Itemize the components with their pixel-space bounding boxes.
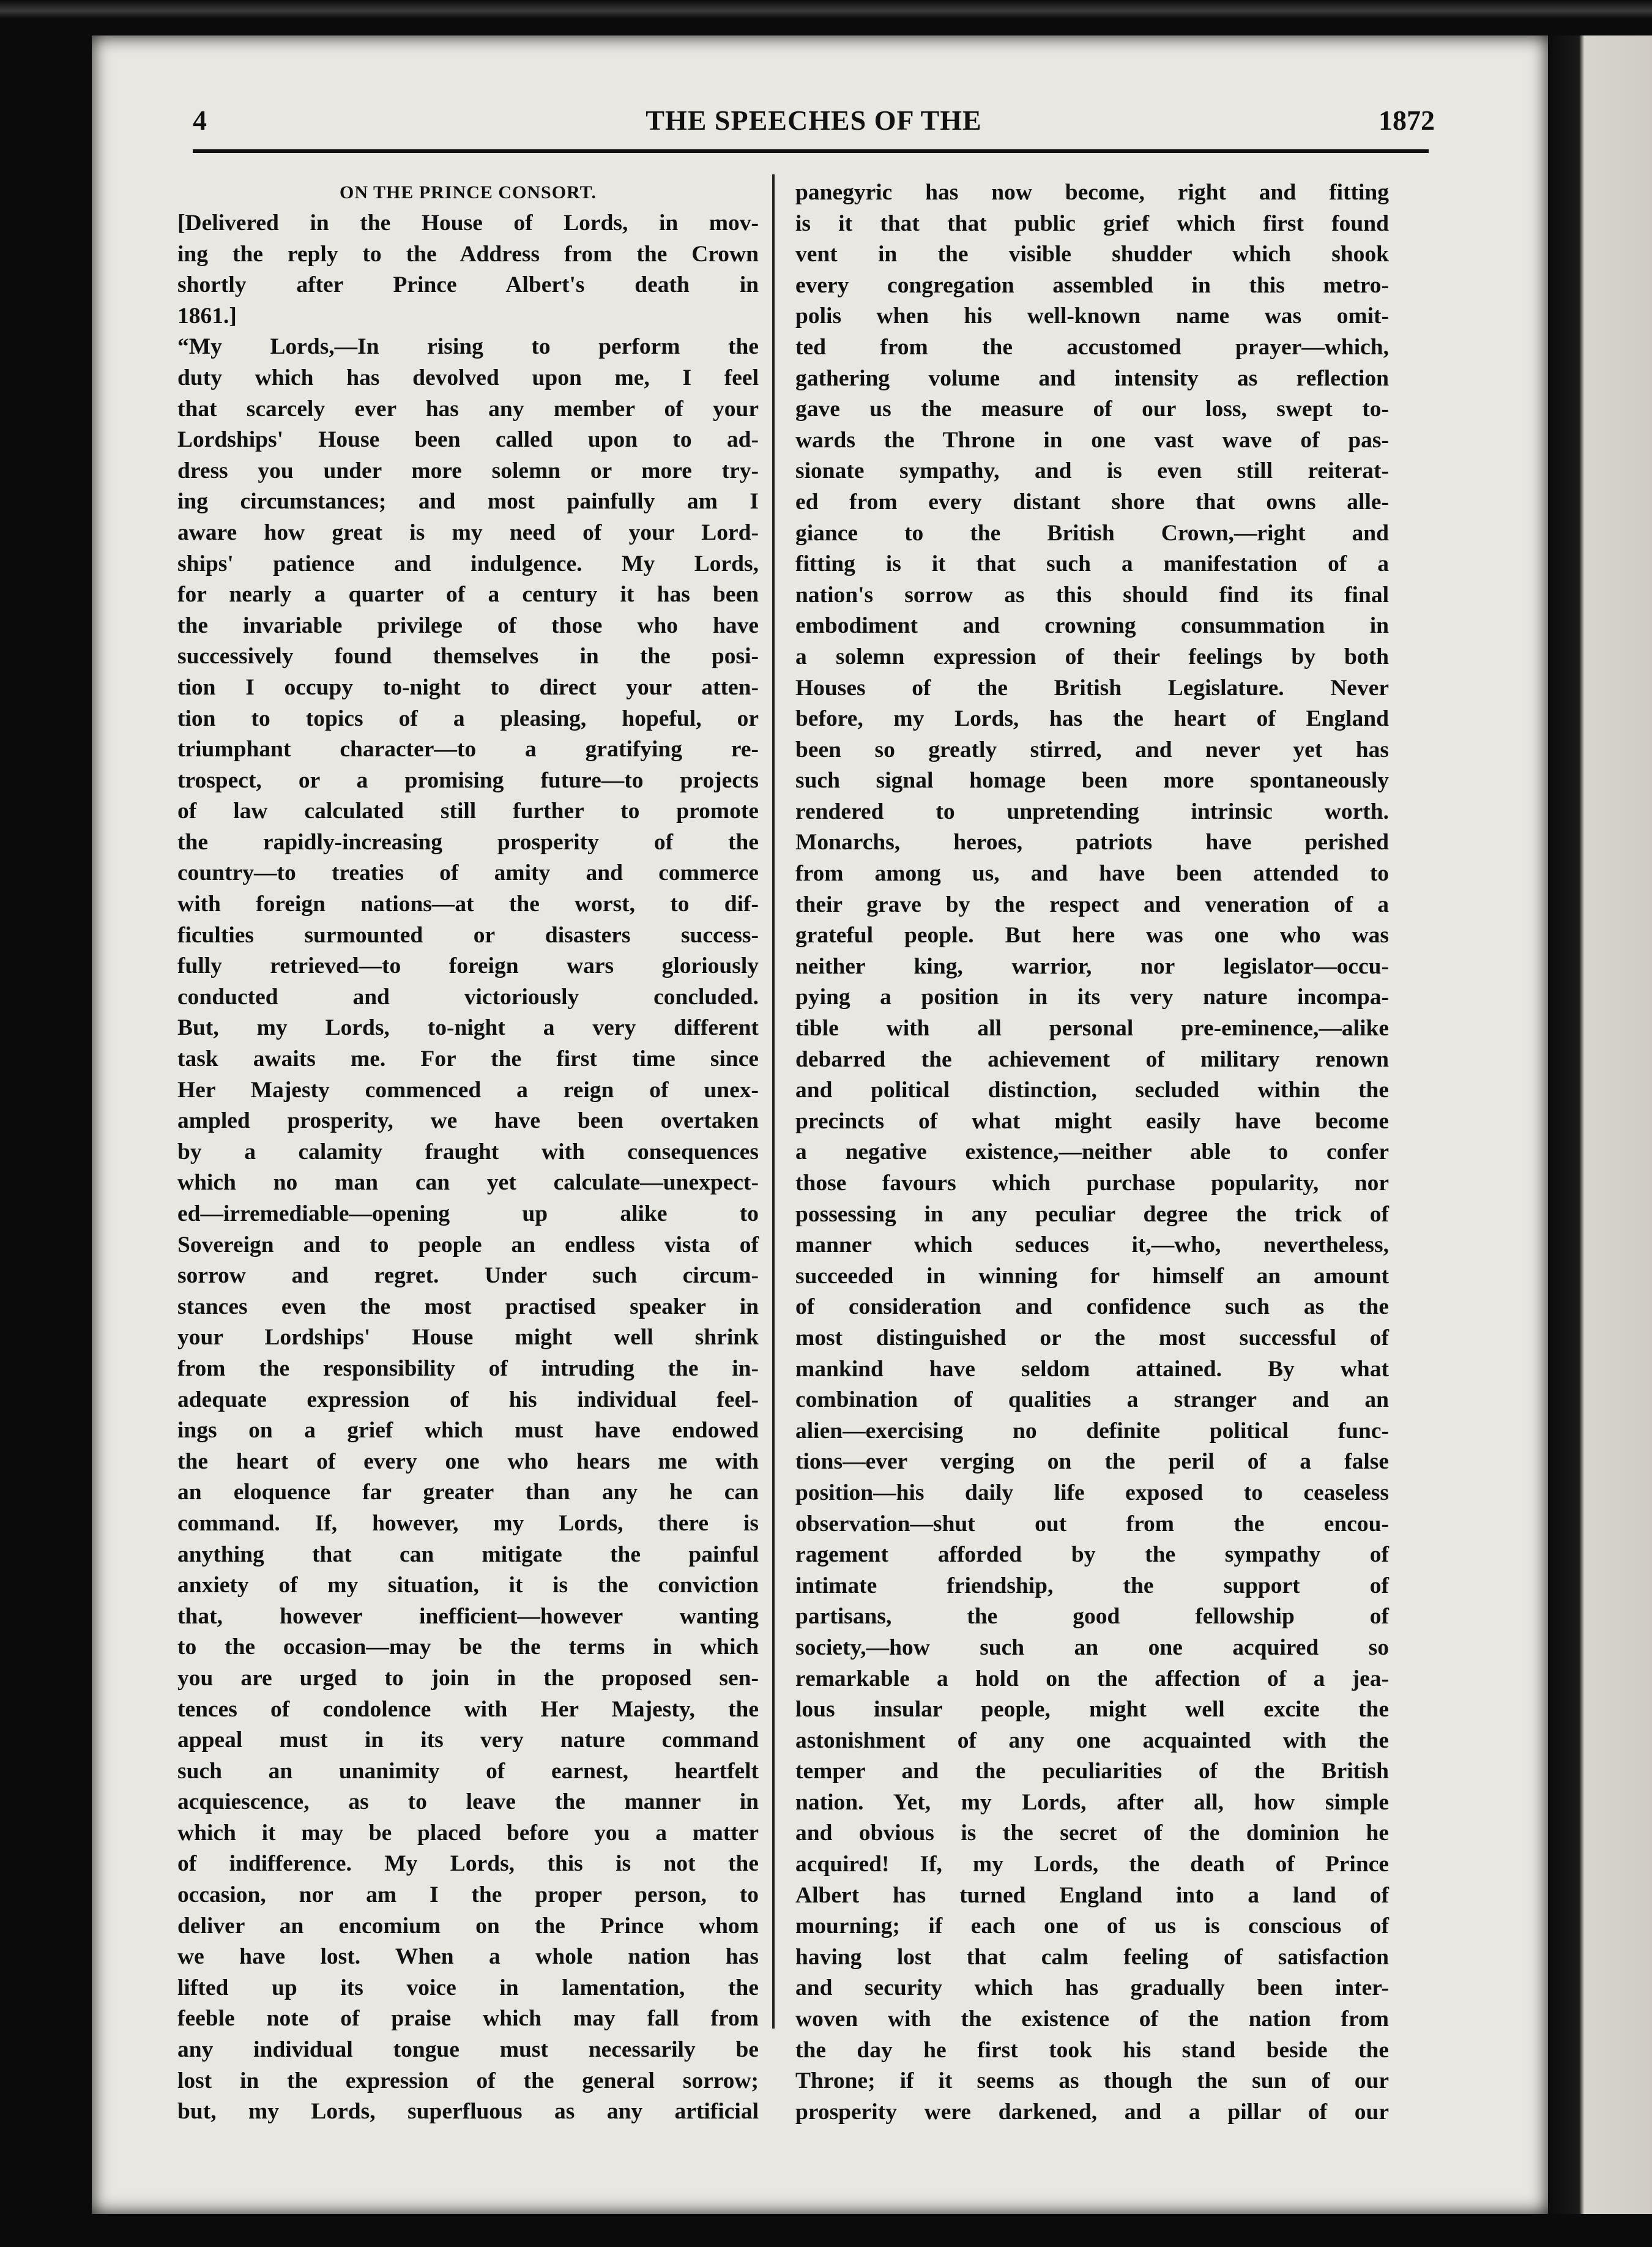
text-line: fitting is it that such a manifestation of a [795, 551, 1389, 577]
text-line: having lost that calm feeling of satisfaction [795, 1944, 1389, 1970]
text-line: that, however inefficient—however wanting [177, 1603, 759, 1629]
text-line: of law calculated still further to promote [177, 799, 759, 824]
text-line: aware how great is my need of your Lord- [177, 520, 759, 545]
text-line: temper and the peculiarities of the British [795, 1759, 1389, 1784]
text-line: vent in the visible shudder which shook [795, 242, 1389, 267]
text-line: mourning; if each one of us is conscious of [795, 1913, 1389, 1939]
text-line: manner which seduces it,—who, nevertheless, [795, 1232, 1389, 1258]
text-line: of indifference. My Lords, this is not the [177, 1851, 759, 1877]
text-line: nation. Yet, my Lords, after all, how simple [795, 1789, 1389, 1815]
text-line: debarred the achievement of military renown [795, 1046, 1389, 1072]
page-number: 4 [193, 105, 207, 136]
text-line: and political distinction, secluded within the [795, 1078, 1389, 1103]
text-line: feeble note of praise which may fall from [177, 2006, 759, 2032]
text-line: the heart of every one who hears me with [177, 1448, 759, 1474]
text-line: and security which has gradually been inter- [795, 1975, 1389, 2001]
text-line: trospect, or a promising future—to projects [177, 767, 759, 793]
text-line: possessing in any peculiar degree the trick of [795, 1201, 1389, 1227]
text-line: “My Lords,—In rising to perform the [177, 334, 759, 360]
text-line: tible with all personal pre-eminence,—alike [795, 1016, 1389, 1042]
right-column [795, 177, 1389, 2128]
text-line: duty which has devolved upon me, I feel [177, 365, 759, 390]
text-line: been so greatly stirred, and never yet has [795, 737, 1389, 762]
text-line: for nearly a quarter of a century it has been [177, 582, 759, 608]
text-line: a negative existence,—neither able to confer [795, 1139, 1389, 1165]
text-line: Houses of the British Legislature. Never [795, 675, 1389, 701]
text-line: which no man can yet calculate—unexpect- [177, 1170, 759, 1196]
text-line: country—to treaties of amity and commerce [177, 860, 759, 886]
text-line: Monarchs, heroes, patriots have perished [795, 830, 1389, 855]
text-line: triumphant character—to a gratifying re- [177, 737, 759, 762]
scan-top-edge [0, 0, 1652, 18]
text-line: combination of qualities a stranger and an [795, 1387, 1389, 1413]
text-line: but, my Lords, superfluous as any artificial [177, 2099, 759, 2125]
text-line: their grave by the respect and veneration of a [795, 892, 1389, 917]
text-line: intimate friendship, the support of [795, 1573, 1389, 1598]
text-line: by a calamity fraught with consequences [177, 1139, 759, 1164]
column-divider [772, 174, 775, 2029]
text-line: gathering volume and intensity as reflection [795, 365, 1389, 391]
right-column-text [795, 177, 1389, 2128]
text-line: lifted up its voice in lamentation, the [177, 1975, 759, 2000]
text-line: ing circumstances; and most painfully am I [177, 489, 759, 515]
text-line: ragement afforded by the sympathy of [795, 1542, 1389, 1568]
text-line: the rapidly-increasing prosperity of the [177, 829, 759, 855]
text-line: lous insular people, might well excite the [795, 1697, 1389, 1723]
header-rule [193, 149, 1429, 153]
text-line: acquiescence, as to leave the manner in [177, 1789, 759, 1815]
text-line: an eloquence far greater than any he can [177, 1480, 759, 1505]
text-line: you are urged to join in the proposed sen- [177, 1665, 759, 1691]
text-line: ed from every distant shore that owns alle- [795, 489, 1389, 515]
text-line: society,—how such an one acquired so [795, 1634, 1389, 1660]
text-line: ships' patience and indulgence. My Lords, [177, 551, 759, 576]
text-line: appeal must in its very nature command [177, 1727, 759, 1753]
text-line: Albert has turned England into a land of [795, 1882, 1389, 1908]
text-line: Her Majesty commenced a reign of unex- [177, 1077, 759, 1103]
text-line: ted from the accustomed prayer—which, [795, 334, 1389, 360]
text-line: from among us, and have been attended to [795, 861, 1389, 887]
text-line: wards the Throne in one vast wave of pas- [795, 427, 1389, 453]
page-header [193, 104, 1435, 141]
text-line: rendered to unpretending intrinsic worth. [795, 799, 1389, 824]
text-line: alien—exercising no definite political func- [795, 1418, 1389, 1444]
text-line: adequate expression of his individual feel- [177, 1387, 759, 1412]
text-line: which it may be placed before you a matter [177, 1820, 759, 1846]
text-line: remarkable a hold on the affection of a jea- [795, 1666, 1389, 1691]
text-line: your Lordships' House might well shrink [177, 1325, 759, 1351]
text-line: with foreign nations—at the worst, to dif- [177, 892, 759, 917]
text-line: anything that can mitigate the painful [177, 1541, 759, 1567]
text-line: the invariable privilege of those who have [177, 613, 759, 638]
text-line: astonishment of any one acquainted with the [795, 1727, 1389, 1753]
text-line: those favours which purchase popularity, nor [795, 1171, 1389, 1196]
text-line: tences of condolence with Her Majesty, the [177, 1696, 759, 1722]
text-line: ficulties surmounted or disasters success- [177, 922, 759, 948]
left-column-text [177, 208, 759, 2128]
text-line: neither king, warrior, nor legislator—occu- [795, 953, 1389, 979]
text-line: such an unanimity of earnest, heartfelt [177, 1758, 759, 1784]
text-line: prosperity were darkened, and a pillar of our [795, 2099, 1389, 2125]
text-line: such signal homage been more spontaneously [795, 768, 1389, 794]
text-line: task awaits me. For the first time since [177, 1046, 759, 1072]
text-line: from the responsibility of intruding the in- [177, 1355, 759, 1381]
text-line: Sovereign and to people an endless vista of [177, 1232, 759, 1258]
text-line: [Delivered in the House of Lords, in mov- [177, 211, 759, 236]
text-line: succeeded in winning for himself an amount [795, 1263, 1389, 1289]
text-line: polis when his well-known name was omit- [795, 304, 1389, 329]
text-line: before, my Lords, has the heart of England [795, 706, 1389, 732]
text-line: giance to the British Crown,—right and [795, 520, 1389, 546]
text-line: stances even the most practised speaker in [177, 1294, 759, 1319]
text-line: acquired! If, my Lords, the death of Prince [795, 1852, 1389, 1877]
text-line: ings on a grief which must have endowed [177, 1418, 759, 1444]
text-line: any individual tongue must necessarily be [177, 2037, 759, 2063]
section-title: ON THE PRINCE CONSORT. [340, 182, 597, 203]
text-line: the day he first took his stand beside the [795, 2037, 1389, 2063]
text-line: of consideration and confidence such as the [795, 1294, 1389, 1320]
text-line: conducted and victoriously concluded. [177, 984, 759, 1010]
left-column [177, 177, 759, 2128]
text-line: partisans, the good fellowship of [795, 1604, 1389, 1630]
text-line: lost in the expression of the general sorrow; [177, 2068, 759, 2093]
text-line: ed—irremediable—opening up alike to [177, 1201, 759, 1226]
text-line: gave us the measure of our loss, swept to- [795, 397, 1389, 422]
text-line: sorrow and regret. Under such circum- [177, 1263, 759, 1289]
text-line: But, my Lords, to-night a very different [177, 1015, 759, 1041]
text-line: to the occasion—may be the terms in which [177, 1634, 759, 1660]
text-line: that scarcely ever has any member of your [177, 396, 759, 422]
text-line: observation—shut out from the encou- [795, 1511, 1389, 1537]
text-line: deliver an encomium on the Prince whom [177, 1913, 759, 1939]
text-line: mankind have seldom attained. By what [795, 1356, 1389, 1382]
text-line: pying a position in its very nature incompa- [795, 985, 1389, 1010]
text-line: most distinguished or the most successful of [795, 1325, 1389, 1351]
text-line: nation's sorrow as this should find its final [795, 582, 1389, 608]
header-year: 1872 [1379, 105, 1435, 136]
text-line: occasion, nor am I the proper person, to [177, 1882, 759, 1908]
text-line: is it that that public grief which first found [795, 211, 1389, 236]
text-line: grateful people. But here was one who was [795, 923, 1389, 948]
text-line: ampled prosperity, we have been overtaken [177, 1108, 759, 1134]
text-line: dress you under more solemn or more try- [177, 458, 759, 483]
text-line: fully retrieved—to foreign wars gloriously [177, 953, 759, 979]
adjacent-page-edge [1548, 35, 1652, 2214]
text-line: embodiment and crowning consummation in [795, 613, 1389, 639]
text-line: 1861.] [177, 303, 237, 329]
text-line: successively found themselves in the posi- [177, 644, 759, 669]
running-title: THE SPEECHES OF THE [646, 105, 982, 136]
text-line: ing the reply to the Address from the Crown [177, 241, 759, 267]
text-line: tion to topics of a pleasing, hopeful, or [177, 706, 759, 731]
text-line: and obvious is the secret of the dominion he [795, 1820, 1389, 1846]
text-line: anxiety of my situation, it is the conviction [177, 1573, 759, 1598]
text-line: Lordships' House been called upon to ad- [177, 427, 759, 453]
text-line: tion I occupy to-night to direct your atten- [177, 674, 759, 700]
text-line: tions—ever verging on the peril of a false [795, 1449, 1389, 1475]
text-line: command. If, however, my Lords, there is [177, 1510, 759, 1536]
text-line: precincts of what might easily have become [795, 1108, 1389, 1134]
text-line: panegyric has now become, right and fitting [795, 180, 1389, 205]
text-line: we have lost. When a whole nation has [177, 1944, 759, 1970]
text-line: woven with the existence of the nation from [795, 2007, 1389, 2032]
text-line: Throne; if it seems as though the sun of our [795, 2068, 1389, 2094]
text-line: position—his daily life exposed to ceaseless [795, 1480, 1389, 1505]
text-line: every congregation assembled in this metro- [795, 272, 1389, 298]
text-line: sionate sympathy, and is even still reiterat- [795, 458, 1389, 484]
text-line: a solemn expression of their feelings by both [795, 644, 1389, 669]
text-line: shortly after Prince Albert's death in [177, 272, 759, 298]
